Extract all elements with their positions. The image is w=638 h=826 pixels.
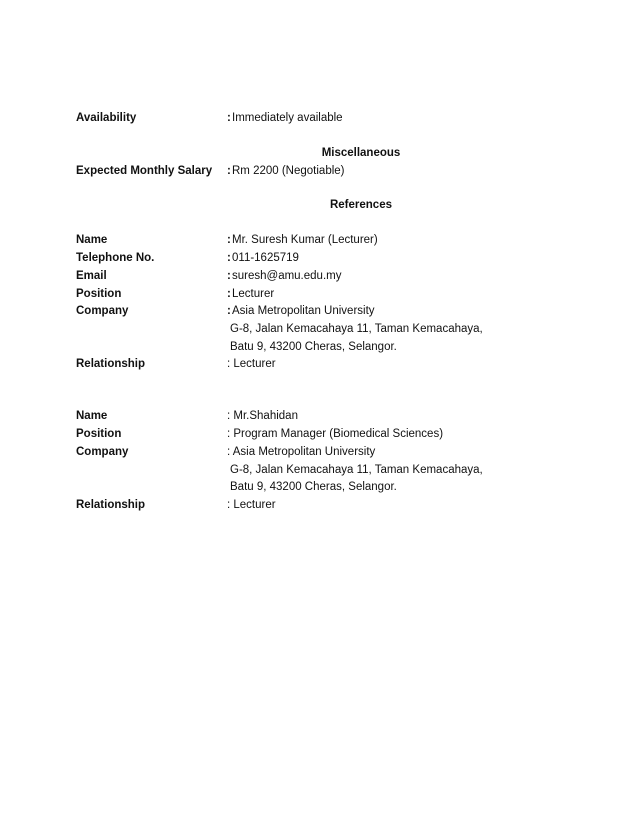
ref2-relationship-value: : Lecturer: [227, 499, 276, 511]
salary-value: Rm 2200 (Negotiable): [232, 165, 345, 177]
ref1-position-label: Position: [76, 288, 122, 300]
ref1-relationship-label: Relationship: [76, 358, 146, 370]
ref1-company-colon: :: [227, 305, 231, 317]
ref2-name-value: : Mr.Shahidan: [227, 410, 298, 422]
availability-value: Immediately available: [232, 112, 343, 124]
ref1-position-value: Lecturer: [232, 288, 275, 300]
ref1-position-colon: :: [227, 288, 231, 300]
ref2-name-label: Name: [76, 410, 108, 422]
ref1-email-colon: :: [227, 270, 231, 282]
ref1-name-label: Name: [76, 234, 108, 246]
ref1-email-label: Email: [76, 270, 107, 282]
ref2-company-label: Company: [76, 446, 129, 458]
ref1-name-colon: :: [227, 234, 231, 246]
ref1-telephone-label: Telephone No.: [76, 252, 155, 264]
miscellaneous-heading: [0, 145, 638, 162]
availability-label: Availability: [76, 112, 137, 124]
ref1-telephone-colon: :: [227, 252, 231, 264]
miscellaneous-heading-text: Miscellaneous: [321, 147, 401, 159]
ref2-company-value: : Asia Metropolitan University: [227, 446, 376, 458]
ref1-name-value: Mr. Suresh Kumar (Lecturer): [232, 234, 378, 246]
ref2-address-line2: Batu 9, 43200 Cheras, Selangor.: [230, 481, 397, 493]
ref1-company-value: Asia Metropolitan University: [232, 305, 375, 317]
salary-label: Expected Monthly Salary: [76, 165, 213, 177]
availability-colon: :: [227, 112, 231, 124]
ref2-position-value: : Program Manager (Biomedical Sciences): [227, 428, 444, 440]
references-heading: [0, 197, 638, 214]
ref2-position-label: Position: [76, 428, 122, 440]
ref2-address-line1: G-8, Jalan Kemacahaya 11, Taman Kemacahaya,: [230, 464, 483, 476]
ref1-address-line1: G-8, Jalan Kemacahaya 11, Taman Kemacahaya,: [230, 323, 483, 335]
references-heading-text: References: [329, 199, 392, 211]
ref1-email-value: suresh@amu.edu.my: [232, 270, 342, 282]
ref1-telephone-value: 011-1625719: [232, 252, 299, 264]
ref1-company-label: Company: [76, 305, 129, 317]
ref2-relationship-label: Relationship: [76, 499, 146, 511]
salary-colon: :: [227, 165, 231, 177]
ref1-relationship-value: : Lecturer: [227, 358, 276, 370]
ref1-address-line2: Batu 9, 43200 Cheras, Selangor.: [230, 341, 397, 353]
